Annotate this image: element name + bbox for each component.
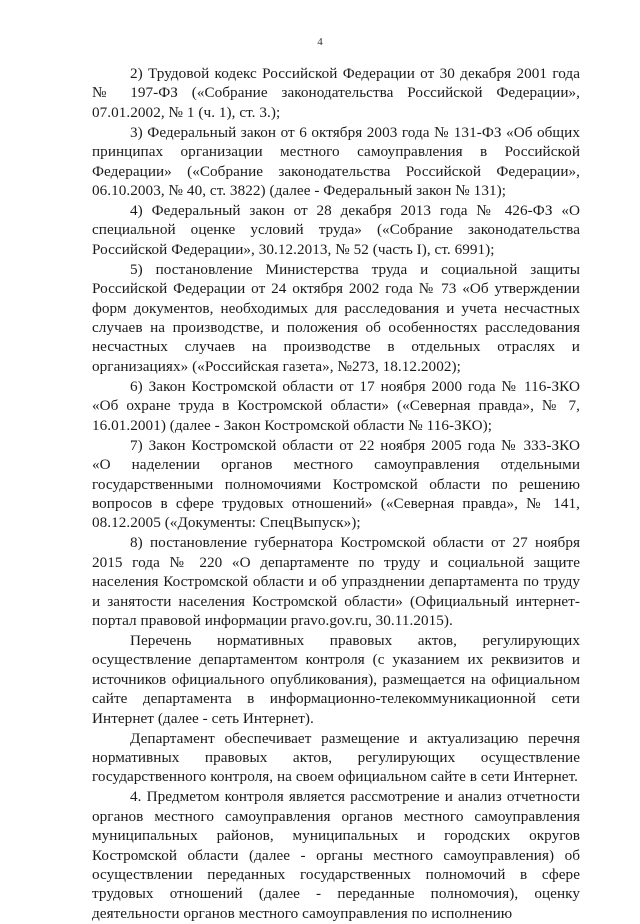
paragraph-1: 2) Трудовой кодекс Российской Федерации от 30 декабря 2001 года № 197-ФЗ («Собрание законодательства Российской Федерации», 07.01.2002, № 1 (ч. 1), ст. 3.); [92, 65, 580, 121]
paragraph-2: 3) Федеральный закон от 6 октября 2003 года № 131-ФЗ «Об общих принципах организации местного самоуправления в Российской Федерации» («Собрание законодательства Российской Федерации», 06.10.2003, № 40, ст. 3822) (далее - Федеральный закон № 131); [92, 123, 580, 200]
document-body [92, 64, 580, 924]
paragraph-7: 8) постановление губернатора Костромской области от 27 ноября 2015 года № 220 «О департаменте по труду и социальной защите населения Костромской области и об упразднении департамента по труду и занятости населения Костромской области» (Официальный интернет-портал правовой информации pravo.gov.ru, 30.11.2015). [92, 534, 580, 629]
paragraph-9: Департамент обеспечивает размещение и актуализацию перечня нормативных правовых актов, регулирующих осуществление государственного контроля, на своем официальном сайте в сети Интернет. [92, 729, 580, 786]
page-number: 4 [317, 36, 323, 48]
paragraph-6: 7) Закон Костромской области от 22 ноября 2005 года № 333-ЗКО «О наделении органов местного самоуправления отдельными государственными полномочиями Костромской области по решению вопросов в сфере трудовых отношений» («Северная правда», № 141, 08.12.2005 («Документы: СпецВыпуск»); [92, 436, 580, 532]
paragraph-5: 6) Закон Костромской области от 17 ноября 2000 года № 116-ЗКО «Об охране труда в Костромской области» («Северная правда», № 7, 16.01.2001) (далее - Закон Костромской области № 116-ЗКО); [92, 377, 580, 434]
paragraph-4: 5) постановление Министерства труда и социальной защиты Российской Федерации от 24 октября 2002 года № 73 «Об утверждении форм документов, необходимых для расследования и учета несчастных случаев на производстве, и положения об особенностях расследования несчастных случаев на производстве в отдельных отраслях и организациях» («Российская газета», №273, 18.12.2002); [92, 260, 580, 375]
paragraph-3: 4) Федеральный закон от 28 декабря 2013 года № 426-ФЗ «О специальной оценке условий труда» («Собрание законодательства Российской Федерации», 30.12.2013, № 52 (часть I), ст. 6991); [92, 202, 580, 258]
paragraph-10: 4. Предметом контроля является рассмотрение и анализ отчетности органов местного самоуправления органов местного самоуправления муниципальных районов, муниципальных и городских округов Костромской области (далее - органы местного самоуправления) об осуществлении переданных государственных полномочий в сфере трудовых отношений (далее - переданные полномочия), оценку деятельности органов местного самоуправления по исполнению [92, 788, 580, 922]
paragraph-8: Перечень нормативных правовых актов, регулирующих осуществление департаментом контроля (с указанием их реквизитов и источников официального опубликования), размещается на официальном сайте департамента в информационно-телекоммуникационной сети Интернет (далее - сеть Интернет). [92, 631, 580, 727]
